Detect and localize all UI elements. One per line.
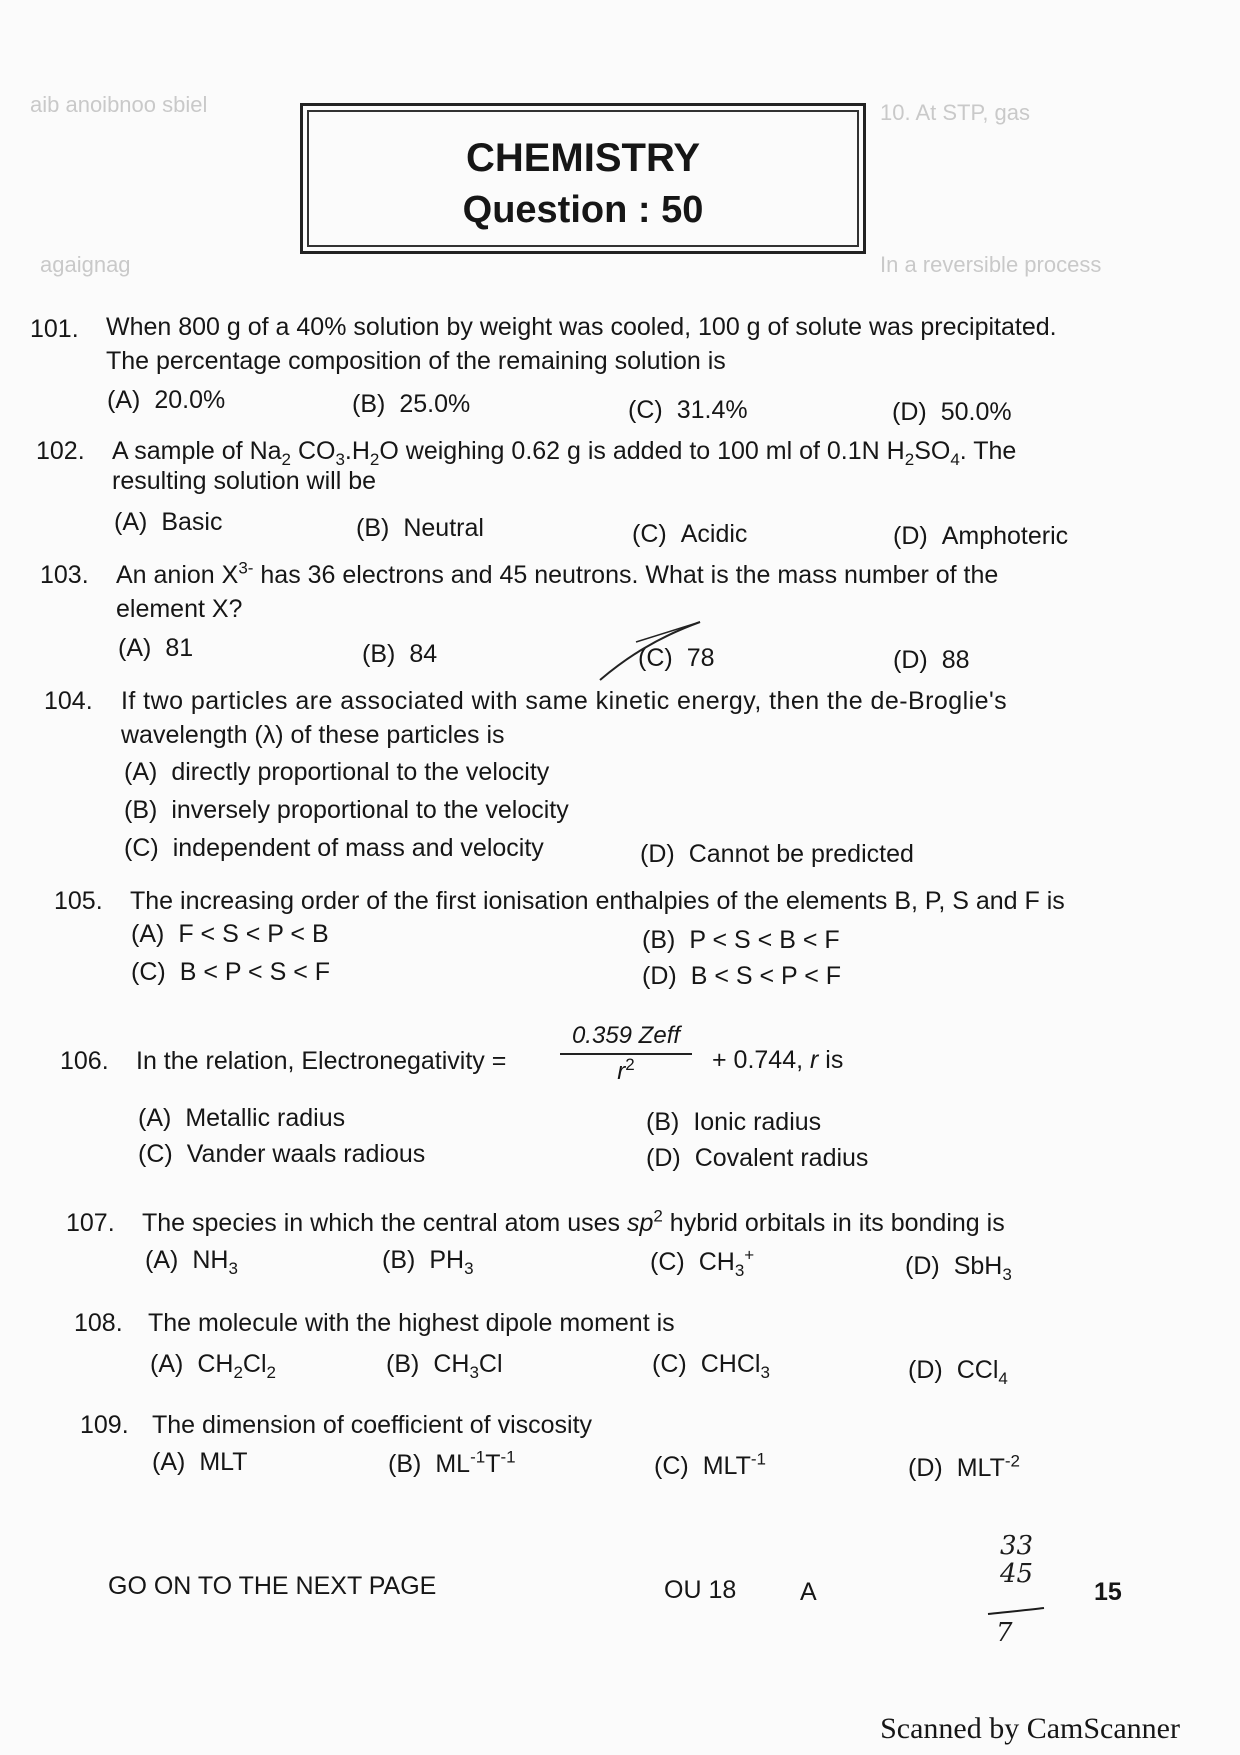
page-number: 15 — [1094, 1578, 1122, 1606]
question-number: 105. — [54, 887, 103, 915]
question-104 — [44, 684, 1224, 764]
option-d[interactable]: (D) CCl$_4$ — [908, 1356, 1008, 1388]
question-106 — [60, 1044, 620, 1084]
fraction-numerator: 0.359 Zeff — [571, 1022, 681, 1049]
option-b[interactable]: (B) $ML^{-1}T^{-1}$ — [388, 1447, 516, 1478]
question-number: 109. — [80, 1411, 129, 1439]
handwritten-underline — [982, 1604, 1052, 1662]
option-b[interactable]: (B) 84 — [362, 640, 438, 668]
option-b[interactable]: (B) $CH_3Cl$ — [386, 1350, 503, 1382]
scanner-watermark: Scanned by CamScanner — [880, 1712, 1180, 1745]
question-text: wavelength (λ) of these particles is — [121, 721, 505, 749]
option-b[interactable]: (B) P < S < B < F — [642, 926, 840, 954]
option-d[interactable]: (D) Cannot be predicted — [640, 840, 914, 868]
option-b[interactable]: (B) inversely proportional to the velocity — [124, 796, 569, 824]
question-text: The species in which the central atom uses $sp^2$ hybrid orbitals in its bonding is — [142, 1206, 1005, 1237]
handwritten-number: 7 — [996, 1618, 1013, 1648]
question-text: If two particles are associated with same kinetic energy, then the de-Broglie's — [121, 687, 1008, 715]
option-b[interactable]: (B) 25.0% — [352, 390, 471, 418]
question-text: An anion $X^{3-}$ has 36 electrons and 45 neutrons. What is the mass number of the — [116, 558, 999, 589]
option-c[interactable]: (C) Vander waals radious — [138, 1140, 426, 1168]
option-b[interactable]: (B) Neutral — [356, 514, 484, 542]
option-a[interactable]: (A) F < S < P < B — [131, 920, 329, 948]
bleed-through-text: 10. At STP, gas — [880, 100, 1031, 125]
question-number: 104. — [44, 687, 93, 715]
option-c[interactable]: (C) $MLT^{-1}$ — [654, 1449, 766, 1480]
option-d[interactable]: (D) 50.0% — [892, 398, 1012, 426]
question-text: In the relation, Electronegativity = — [136, 1047, 507, 1075]
question-number: 101. — [30, 315, 79, 343]
question-number: 106. — [60, 1047, 109, 1075]
option-a[interactable]: (A) directly proportional to the velocity — [124, 758, 550, 786]
next-page-instruction: GO ON TO THE NEXT PAGE — [108, 1572, 437, 1600]
question-text: resulting solution will be — [112, 467, 377, 495]
option-c[interactable]: (C) B < P < S < F — [131, 958, 331, 986]
option-d[interactable]: (D) 88 — [893, 646, 970, 674]
question-text: When 800 g of a 40% solution by weight was cooled, 100 g of solute was precipitated. — [106, 313, 1057, 341]
bleed-through-text: agaignag — [40, 252, 131, 277]
question-text: element X? — [116, 595, 243, 623]
option-c[interactable]: (C) 78 — [638, 644, 715, 672]
option-c[interactable]: (C) Acidic — [632, 520, 748, 548]
paper-set: A — [800, 1578, 817, 1606]
option-a[interactable]: (A) Basic — [114, 508, 223, 536]
option-a[interactable]: (A) Metallic radius — [138, 1104, 346, 1132]
option-c[interactable]: (C) independent of mass and velocity — [124, 834, 544, 862]
question-number: 107. — [66, 1209, 115, 1237]
pen-strike-mark — [596, 618, 706, 684]
question-text: A sample of $Na_2$ $CO_3.H_2O$ weighing 0.62 g is added to 100 ml of 0.1N $H_2SO_4$. The — [112, 437, 1017, 469]
option-b[interactable]: (B) Ionic radius — [646, 1108, 822, 1136]
question-107 — [66, 1206, 1226, 1246]
option-d[interactable]: (D) $MLT^{-2}$ — [908, 1451, 1020, 1482]
paper-code: OU 18 — [664, 1576, 737, 1604]
option-d[interactable]: (D) B < S < P < F — [642, 962, 842, 990]
question-number: 108. — [74, 1309, 123, 1337]
option-a[interactable]: (A) $CH_2Cl_2$ — [150, 1350, 276, 1382]
question-count: Question : 50 — [462, 189, 704, 231]
subject-title: CHEMISTRY — [465, 136, 701, 180]
question-102 — [36, 434, 1216, 514]
fraction-denominator: $r^2$ — [617, 1055, 635, 1085]
relation-tail: + 0.744, r is — [712, 1046, 844, 1074]
question-text: The percentage composition of the remaining solution is — [106, 347, 726, 375]
option-a[interactable]: (A) $NH_3$ — [145, 1246, 238, 1278]
question-text: The increasing order of the first ionisation enthalpies of the elements B, P, S and F is — [130, 887, 1065, 915]
bleed-through-text: aib anoibnoo sbiel — [30, 92, 208, 117]
electronegativity-fraction — [560, 1022, 692, 1086]
bleed-through-text: In a reversible process — [880, 252, 1102, 277]
option-a[interactable]: (A) 81 — [118, 634, 194, 662]
question-number: 103. — [40, 561, 89, 589]
question-number: 102. — [36, 437, 85, 465]
option-a[interactable]: (A) MLT — [152, 1448, 248, 1476]
option-d[interactable]: (D) SbH$_3$ — [905, 1252, 1012, 1284]
question-108 — [74, 1306, 1234, 1346]
option-c[interactable]: (C) $CH_3^+$ — [650, 1245, 755, 1280]
question-105 — [54, 884, 1234, 924]
question-109 — [80, 1408, 1240, 1448]
option-d[interactable]: (D) Covalent radius — [646, 1144, 869, 1172]
section-header-box — [300, 103, 866, 254]
option-c[interactable]: (C) CHCl$_3$ — [652, 1350, 770, 1382]
handwritten-tally: 33 45 — [1000, 1531, 1034, 1589]
option-a[interactable]: (A) 20.0% — [107, 386, 226, 414]
question-text: The dimension of coefficient of viscosity — [152, 1411, 593, 1439]
option-b[interactable]: (B) $PH_3$ — [382, 1246, 474, 1278]
option-d[interactable]: (D) Amphoteric — [893, 522, 1069, 550]
question-text: The molecule with the highest dipole moment is — [148, 1309, 675, 1337]
option-c[interactable]: (C) 31.4% — [628, 396, 748, 424]
